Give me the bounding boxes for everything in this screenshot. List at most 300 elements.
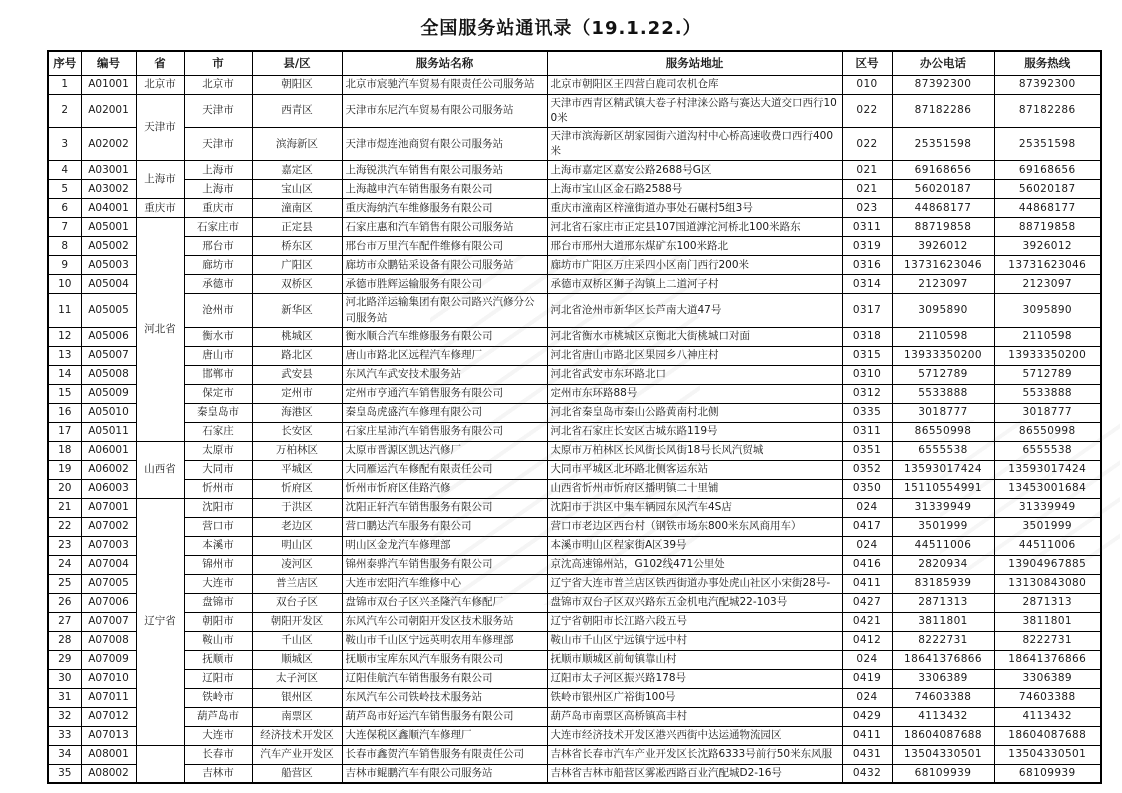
cell-station-name: 长春市鑫贺汽车销售服务有限责任公司 bbox=[342, 745, 547, 764]
cell-area-code: 021 bbox=[842, 161, 892, 180]
cell-station-name: 抚顺市宝库东风汽车服务有限公司 bbox=[342, 650, 547, 669]
cell-station-address: 定州市东环路88号 bbox=[547, 384, 842, 403]
cell-city: 盘锦市 bbox=[184, 593, 252, 612]
column-header-hotline: 服务热线 bbox=[994, 51, 1101, 75]
cell-station-name: 吉林市鲲鹏汽车有限公司服务站 bbox=[342, 764, 547, 783]
table-row bbox=[48, 555, 1101, 574]
cell-district: 明山区 bbox=[252, 536, 342, 555]
cell-city: 葫芦岛市 bbox=[184, 707, 252, 726]
cell-station-address: 鞍山市千山区宁远镇宁远中村 bbox=[547, 631, 842, 650]
cell-area-code: 0335 bbox=[842, 403, 892, 422]
cell-area-code: 024 bbox=[842, 498, 892, 517]
cell-code: A07011 bbox=[81, 688, 136, 707]
cell-office-phone: 13593017424 bbox=[892, 460, 994, 479]
cell-no: 12 bbox=[48, 327, 81, 346]
cell-hotline: 18641376866 bbox=[994, 650, 1101, 669]
cell-no: 29 bbox=[48, 650, 81, 669]
cell-office-phone: 3501999 bbox=[892, 517, 994, 536]
cell-area-code: 0429 bbox=[842, 707, 892, 726]
cell-area-code: 0315 bbox=[842, 346, 892, 365]
cell-hotline: 8222731 bbox=[994, 631, 1101, 650]
table-row bbox=[48, 180, 1101, 199]
cell-city: 承德市 bbox=[184, 275, 252, 294]
table-row bbox=[48, 75, 1101, 94]
cell-code: A07004 bbox=[81, 555, 136, 574]
table-header-row bbox=[48, 51, 1101, 75]
cell-no: 5 bbox=[48, 180, 81, 199]
cell-station-name: 大连保税区鑫顺汽车修理厂 bbox=[342, 726, 547, 745]
cell-code: A08002 bbox=[81, 764, 136, 783]
cell-district: 正定县 bbox=[252, 218, 342, 237]
table-row bbox=[48, 346, 1101, 365]
cell-code: A08001 bbox=[81, 745, 136, 764]
cell-station-name: 大同雁运汽车修配有限责任公司 bbox=[342, 460, 547, 479]
cell-no: 14 bbox=[48, 365, 81, 384]
cell-hotline: 74603388 bbox=[994, 688, 1101, 707]
cell-office-phone: 87392300 bbox=[892, 75, 994, 94]
cell-district: 万柏林区 bbox=[252, 441, 342, 460]
cell-office-phone: 74603388 bbox=[892, 688, 994, 707]
cell-district: 桃城区 bbox=[252, 327, 342, 346]
cell-area-code: 024 bbox=[842, 650, 892, 669]
cell-area-code: 0421 bbox=[842, 612, 892, 631]
table-row bbox=[48, 726, 1101, 745]
cell-hotline: 68109939 bbox=[994, 764, 1101, 783]
cell-code: A07007 bbox=[81, 612, 136, 631]
cell-office-phone: 69168656 bbox=[892, 161, 994, 180]
cell-hotline: 3501999 bbox=[994, 517, 1101, 536]
cell-office-phone: 44868177 bbox=[892, 199, 994, 218]
cell-station-name: 衡水顺合汽车维修服务有限公司 bbox=[342, 327, 547, 346]
cell-station-name: 石家庄星沛汽车销售服务有限公司 bbox=[342, 422, 547, 441]
table-row bbox=[48, 127, 1101, 160]
cell-station-name: 辽阳佳航汽车销售服务有限公司 bbox=[342, 669, 547, 688]
cell-district: 平城区 bbox=[252, 460, 342, 479]
cell-no: 26 bbox=[48, 593, 81, 612]
cell-code: A02002 bbox=[81, 127, 136, 160]
cell-district: 朝阳区 bbox=[252, 75, 342, 94]
cell-station-address: 承德市双桥区狮子沟镇上二道河子村 bbox=[547, 275, 842, 294]
cell-station-name: 上海越申汽车销售服务有限公司 bbox=[342, 180, 547, 199]
cell-station-name: 葫芦岛市好运汽车销售服务有限公司 bbox=[342, 707, 547, 726]
cell-station-address: 葫芦岛市南票区高桥镇高丰村 bbox=[547, 707, 842, 726]
column-header-district: 县/区 bbox=[252, 51, 342, 75]
table-row bbox=[48, 745, 1101, 764]
table-row bbox=[48, 422, 1101, 441]
table-row bbox=[48, 441, 1101, 460]
cell-no: 28 bbox=[48, 631, 81, 650]
cell-station-address: 河北省武安市东环路北口 bbox=[547, 365, 842, 384]
cell-code: A05005 bbox=[81, 294, 136, 327]
table-row bbox=[48, 327, 1101, 346]
cell-office-phone: 2110598 bbox=[892, 327, 994, 346]
cell-city: 抚顺市 bbox=[184, 650, 252, 669]
table-row bbox=[48, 688, 1101, 707]
cell-code: A06001 bbox=[81, 441, 136, 460]
cell-code: A05007 bbox=[81, 346, 136, 365]
cell-station-address: 河北省石家庄市正定县107国道滹沱河桥北100米路东 bbox=[547, 218, 842, 237]
cell-area-code: 0312 bbox=[842, 384, 892, 403]
table-row bbox=[48, 403, 1101, 422]
cell-hotline: 18604087688 bbox=[994, 726, 1101, 745]
table-row bbox=[48, 294, 1101, 327]
cell-station-address: 抚顺市顺城区前甸镇靠山村 bbox=[547, 650, 842, 669]
cell-hotline: 13731623046 bbox=[994, 256, 1101, 275]
cell-area-code: 0352 bbox=[842, 460, 892, 479]
cell-city: 大同市 bbox=[184, 460, 252, 479]
cell-area-code: 0411 bbox=[842, 574, 892, 593]
cell-city: 吉林市 bbox=[184, 764, 252, 783]
cell-station-name: 沈阳正轩汽车销售服务有限公司 bbox=[342, 498, 547, 517]
cell-area-code: 023 bbox=[842, 199, 892, 218]
cell-station-address: 河北省沧州市新华区长芦南大道47号 bbox=[547, 294, 842, 327]
cell-station-address: 河北省唐山市路北区果园乡八神庄村 bbox=[547, 346, 842, 365]
cell-office-phone: 2871313 bbox=[892, 593, 994, 612]
cell-hotline: 4113432 bbox=[994, 707, 1101, 726]
cell-no: 1 bbox=[48, 75, 81, 94]
cell-no: 13 bbox=[48, 346, 81, 365]
cell-district: 长安区 bbox=[252, 422, 342, 441]
cell-no: 3 bbox=[48, 127, 81, 160]
cell-area-code: 0411 bbox=[842, 726, 892, 745]
table-row bbox=[48, 479, 1101, 498]
cell-no: 22 bbox=[48, 517, 81, 536]
cell-station-address: 辽宁省大连市普兰店区铁西街道办事处虎山社区小宋街28号- bbox=[547, 574, 842, 593]
cell-code: A07012 bbox=[81, 707, 136, 726]
cell-city: 邯郸市 bbox=[184, 365, 252, 384]
cell-hotline: 56020187 bbox=[994, 180, 1101, 199]
cell-area-code: 0317 bbox=[842, 294, 892, 327]
column-header-province: 省 bbox=[136, 51, 184, 75]
cell-area-code: 0314 bbox=[842, 275, 892, 294]
cell-no: 2 bbox=[48, 94, 81, 127]
cell-station-address: 太原市万柏林区长风街长风街18号长风汽贸城 bbox=[547, 441, 842, 460]
cell-code: A07005 bbox=[81, 574, 136, 593]
column-header-no: 序号 bbox=[48, 51, 81, 75]
cell-district: 桥东区 bbox=[252, 237, 342, 256]
cell-code: A07001 bbox=[81, 498, 136, 517]
cell-city: 大连市 bbox=[184, 574, 252, 593]
cell-area-code: 010 bbox=[842, 75, 892, 94]
cell-office-phone: 13933350200 bbox=[892, 346, 994, 365]
cell-hotline: 6555538 bbox=[994, 441, 1101, 460]
cell-district: 广阳区 bbox=[252, 256, 342, 275]
cell-office-phone: 3926012 bbox=[892, 237, 994, 256]
table-row bbox=[48, 498, 1101, 517]
cell-hotline: 13504330501 bbox=[994, 745, 1101, 764]
cell-code: A05009 bbox=[81, 384, 136, 403]
cell-office-phone: 2123097 bbox=[892, 275, 994, 294]
cell-code: A07010 bbox=[81, 669, 136, 688]
cell-station-address: 大连市经济技术开发区港兴西街中达运通物流园区 bbox=[547, 726, 842, 745]
cell-station-address: 上海市宝山区金石路2588号 bbox=[547, 180, 842, 199]
cell-no: 7 bbox=[48, 218, 81, 237]
cell-station-name: 唐山市路北区远程汽车修理厂 bbox=[342, 346, 547, 365]
cell-code: A01001 bbox=[81, 75, 136, 94]
table-row bbox=[48, 275, 1101, 294]
cell-city: 石家庄 bbox=[184, 422, 252, 441]
cell-no: 6 bbox=[48, 199, 81, 218]
cell-hotline: 13130843080 bbox=[994, 574, 1101, 593]
cell-hotline: 13904967885 bbox=[994, 555, 1101, 574]
cell-station-address: 北京市朝阳区王四营白鹿司农机仓库 bbox=[547, 75, 842, 94]
column-header-office_phone: 办公电话 bbox=[892, 51, 994, 75]
cell-area-code: 021 bbox=[842, 180, 892, 199]
cell-no: 10 bbox=[48, 275, 81, 294]
table-row bbox=[48, 460, 1101, 479]
cell-no: 4 bbox=[48, 161, 81, 180]
cell-office-phone: 3018777 bbox=[892, 403, 994, 422]
cell-district: 顺城区 bbox=[252, 650, 342, 669]
column-header-city: 市 bbox=[184, 51, 252, 75]
cell-hotline: 69168656 bbox=[994, 161, 1101, 180]
cell-office-phone: 25351598 bbox=[892, 127, 994, 160]
cell-station-name: 重庆海纳汽车维修服务有限公司 bbox=[342, 199, 547, 218]
cell-city: 邢台市 bbox=[184, 237, 252, 256]
cell-area-code: 0351 bbox=[842, 441, 892, 460]
column-header-address: 服务站地址 bbox=[547, 51, 842, 75]
table-row bbox=[48, 631, 1101, 650]
cell-city: 辽阳市 bbox=[184, 669, 252, 688]
cell-station-address: 山西省忻州市忻府区播明镇二十里铺 bbox=[547, 479, 842, 498]
cell-district: 凌河区 bbox=[252, 555, 342, 574]
cell-city: 衡水市 bbox=[184, 327, 252, 346]
cell-office-phone: 3811801 bbox=[892, 612, 994, 631]
table-row bbox=[48, 365, 1101, 384]
cell-no: 8 bbox=[48, 237, 81, 256]
cell-hotline: 3095890 bbox=[994, 294, 1101, 327]
cell-area-code: 0311 bbox=[842, 422, 892, 441]
cell-area-code: 024 bbox=[842, 536, 892, 555]
cell-no: 33 bbox=[48, 726, 81, 745]
cell-district: 于洪区 bbox=[252, 498, 342, 517]
cell-hotline: 5533888 bbox=[994, 384, 1101, 403]
cell-area-code: 024 bbox=[842, 688, 892, 707]
cell-office-phone: 4113432 bbox=[892, 707, 994, 726]
cell-city: 石家庄市 bbox=[184, 218, 252, 237]
cell-no: 17 bbox=[48, 422, 81, 441]
cell-city: 保定市 bbox=[184, 384, 252, 403]
cell-hotline: 13933350200 bbox=[994, 346, 1101, 365]
cell-station-address: 铁岭市银州区广裕街100号 bbox=[547, 688, 842, 707]
cell-station-name: 盘锦市双台子区兴圣隆汽车修配厂 bbox=[342, 593, 547, 612]
cell-no: 16 bbox=[48, 403, 81, 422]
cell-office-phone: 18604087688 bbox=[892, 726, 994, 745]
cell-city: 秦皇岛市 bbox=[184, 403, 252, 422]
cell-province: 北京市 bbox=[136, 75, 184, 94]
cell-no: 11 bbox=[48, 294, 81, 327]
cell-code: A05003 bbox=[81, 256, 136, 275]
cell-district: 双台子区 bbox=[252, 593, 342, 612]
cell-office-phone: 15110554991 bbox=[892, 479, 994, 498]
cell-city: 大连市 bbox=[184, 726, 252, 745]
cell-station-address: 本溪市明山区程家街A区39号 bbox=[547, 536, 842, 555]
cell-hotline: 5712789 bbox=[994, 365, 1101, 384]
cell-district: 武安县 bbox=[252, 365, 342, 384]
table-row bbox=[48, 574, 1101, 593]
cell-area-code: 0427 bbox=[842, 593, 892, 612]
cell-hotline: 2110598 bbox=[994, 327, 1101, 346]
table-row bbox=[48, 707, 1101, 726]
cell-station-name: 秦皇岛虎盛汽车修理有限公司 bbox=[342, 403, 547, 422]
cell-hotline: 86550998 bbox=[994, 422, 1101, 441]
cell-office-phone: 87182286 bbox=[892, 94, 994, 127]
cell-city: 铁岭市 bbox=[184, 688, 252, 707]
cell-station-name: 河北路洋运输集团有限公司路兴汽修分公司服务站 bbox=[342, 294, 547, 327]
cell-area-code: 0432 bbox=[842, 764, 892, 783]
cell-station-name: 天津市东尼汽车贸易有限公司服务站 bbox=[342, 94, 547, 127]
cell-station-address: 沈阳市于洪区中集车辆园东风汽车4S店 bbox=[547, 498, 842, 517]
cell-no: 23 bbox=[48, 536, 81, 555]
table-row bbox=[48, 612, 1101, 631]
cell-station-name: 东风汽车公司铁岭技术服务站 bbox=[342, 688, 547, 707]
cell-area-code: 0319 bbox=[842, 237, 892, 256]
table-row bbox=[48, 161, 1101, 180]
cell-station-address: 大同市平城区北环路北侧客运东站 bbox=[547, 460, 842, 479]
cell-station-name: 太原市晋源区凯达汽修厂 bbox=[342, 441, 547, 460]
cell-city: 忻州市 bbox=[184, 479, 252, 498]
cell-city: 廊坊市 bbox=[184, 256, 252, 275]
cell-city: 本溪市 bbox=[184, 536, 252, 555]
cell-station-name: 忻州市忻府区佳路汽修 bbox=[342, 479, 547, 498]
cell-station-name: 鞍山市千山区宁远英明农用车修理部 bbox=[342, 631, 547, 650]
cell-province: 河北省 bbox=[136, 218, 184, 441]
table-row bbox=[48, 593, 1101, 612]
cell-code: A05004 bbox=[81, 275, 136, 294]
cell-code: A05001 bbox=[81, 218, 136, 237]
cell-code: A07008 bbox=[81, 631, 136, 650]
cell-district: 新华区 bbox=[252, 294, 342, 327]
cell-area-code: 0412 bbox=[842, 631, 892, 650]
cell-hotline: 31339949 bbox=[994, 498, 1101, 517]
cell-hotline: 2871313 bbox=[994, 593, 1101, 612]
cell-city: 沈阳市 bbox=[184, 498, 252, 517]
cell-station-name: 石家庄惠和汽车销售有限公司服务站 bbox=[342, 218, 547, 237]
cell-code: A04001 bbox=[81, 199, 136, 218]
cell-province: 辽宁省 bbox=[136, 498, 184, 745]
cell-station-address: 辽阳市太子河区振兴路178号 bbox=[547, 669, 842, 688]
cell-city: 唐山市 bbox=[184, 346, 252, 365]
table-row bbox=[48, 536, 1101, 555]
cell-no: 30 bbox=[48, 669, 81, 688]
cell-city: 重庆市 bbox=[184, 199, 252, 218]
cell-office-phone: 6555538 bbox=[892, 441, 994, 460]
cell-code: A05010 bbox=[81, 403, 136, 422]
cell-city: 沧州市 bbox=[184, 294, 252, 327]
cell-office-phone: 88719858 bbox=[892, 218, 994, 237]
cell-area-code: 0318 bbox=[842, 327, 892, 346]
table-row bbox=[48, 384, 1101, 403]
page-title: 全国服务站通讯录（19.1.22.） bbox=[420, 18, 702, 39]
cell-hotline: 88719858 bbox=[994, 218, 1101, 237]
cell-area-code: 0419 bbox=[842, 669, 892, 688]
cell-hotline: 3926012 bbox=[994, 237, 1101, 256]
cell-city: 上海市 bbox=[184, 180, 252, 199]
cell-station-address: 上海市嘉定区嘉安公路2688号G区 bbox=[547, 161, 842, 180]
cell-district: 宝山区 bbox=[252, 180, 342, 199]
cell-station-address: 重庆市潼南区梓潼街道办事处石碾村5组3号 bbox=[547, 199, 842, 218]
cell-hotline: 44511006 bbox=[994, 536, 1101, 555]
cell-no: 27 bbox=[48, 612, 81, 631]
cell-station-name: 营口鹏达汽车服务有限公司 bbox=[342, 517, 547, 536]
cell-office-phone: 8222731 bbox=[892, 631, 994, 650]
cell-station-name: 定州市亨通汽车销售服务有限公司 bbox=[342, 384, 547, 403]
cell-station-address: 吉林省吉林市船营区雾凇西路百业汽配城D2-16号 bbox=[547, 764, 842, 783]
cell-district: 朝阳开发区 bbox=[252, 612, 342, 631]
table-row bbox=[48, 517, 1101, 536]
cell-station-name: 明山区金龙汽车修理部 bbox=[342, 536, 547, 555]
column-header-name: 服务站名称 bbox=[342, 51, 547, 75]
cell-city: 上海市 bbox=[184, 161, 252, 180]
cell-city: 太原市 bbox=[184, 441, 252, 460]
cell-hotline: 3018777 bbox=[994, 403, 1101, 422]
cell-city: 营口市 bbox=[184, 517, 252, 536]
cell-station-address: 盘锦市双台子区双兴路东五金机电汽配城22-103号 bbox=[547, 593, 842, 612]
cell-no: 19 bbox=[48, 460, 81, 479]
cell-district: 普兰店区 bbox=[252, 574, 342, 593]
cell-office-phone: 83185939 bbox=[892, 574, 994, 593]
cell-hotline: 25351598 bbox=[994, 127, 1101, 160]
cell-no: 24 bbox=[48, 555, 81, 574]
cell-office-phone: 86550998 bbox=[892, 422, 994, 441]
cell-station-name: 廊坊市众鹏钻采设备有限公司服务站 bbox=[342, 256, 547, 275]
cell-area-code: 0417 bbox=[842, 517, 892, 536]
cell-no: 31 bbox=[48, 688, 81, 707]
cell-office-phone: 3306389 bbox=[892, 669, 994, 688]
cell-station-address: 天津市滨海新区胡家园街六道沟村中心桥高速收费口西行400米 bbox=[547, 127, 842, 160]
table-row bbox=[48, 237, 1101, 256]
cell-area-code: 022 bbox=[842, 127, 892, 160]
cell-area-code: 0311 bbox=[842, 218, 892, 237]
cell-hotline: 44868177 bbox=[994, 199, 1101, 218]
cell-code: A07009 bbox=[81, 650, 136, 669]
cell-code: A02001 bbox=[81, 94, 136, 127]
cell-station-address: 廊坊市广阳区万庄采四小区南门西行200米 bbox=[547, 256, 842, 275]
cell-station-address: 邢台市邢州大道邢东煤矿东100米路北 bbox=[547, 237, 842, 256]
cell-district: 双桥区 bbox=[252, 275, 342, 294]
cell-no: 9 bbox=[48, 256, 81, 275]
table-row bbox=[48, 764, 1101, 783]
cell-code: A05006 bbox=[81, 327, 136, 346]
cell-office-phone: 13731623046 bbox=[892, 256, 994, 275]
cell-office-phone: 68109939 bbox=[892, 764, 994, 783]
cell-district: 海港区 bbox=[252, 403, 342, 422]
cell-province: 上海市 bbox=[136, 161, 184, 199]
cell-district: 滨海新区 bbox=[252, 127, 342, 160]
cell-no: 21 bbox=[48, 498, 81, 517]
cell-office-phone: 44511006 bbox=[892, 536, 994, 555]
cell-hotline: 87392300 bbox=[994, 75, 1101, 94]
cell-station-name: 上海锐洪汽车销售有限公司服务站 bbox=[342, 161, 547, 180]
cell-code: A07003 bbox=[81, 536, 136, 555]
cell-station-name: 锦州泰骅汽车销售服务有限公司 bbox=[342, 555, 547, 574]
cell-city: 朝阳市 bbox=[184, 612, 252, 631]
cell-district: 汽车产业开发区 bbox=[252, 745, 342, 764]
cell-province: 山西省 bbox=[136, 441, 184, 498]
cell-station-name: 北京市宸驰汽车贸易有限责任公司服务站 bbox=[342, 75, 547, 94]
cell-district: 老边区 bbox=[252, 517, 342, 536]
cell-district: 经济技术开发区 bbox=[252, 726, 342, 745]
cell-area-code: 0416 bbox=[842, 555, 892, 574]
cell-code: A07006 bbox=[81, 593, 136, 612]
cell-hotline: 87182286 bbox=[994, 94, 1101, 127]
cell-province bbox=[136, 745, 184, 783]
cell-no: 32 bbox=[48, 707, 81, 726]
cell-hotline: 13453001684 bbox=[994, 479, 1101, 498]
table-row bbox=[48, 199, 1101, 218]
table-row bbox=[48, 669, 1101, 688]
cell-office-phone: 2820934 bbox=[892, 555, 994, 574]
